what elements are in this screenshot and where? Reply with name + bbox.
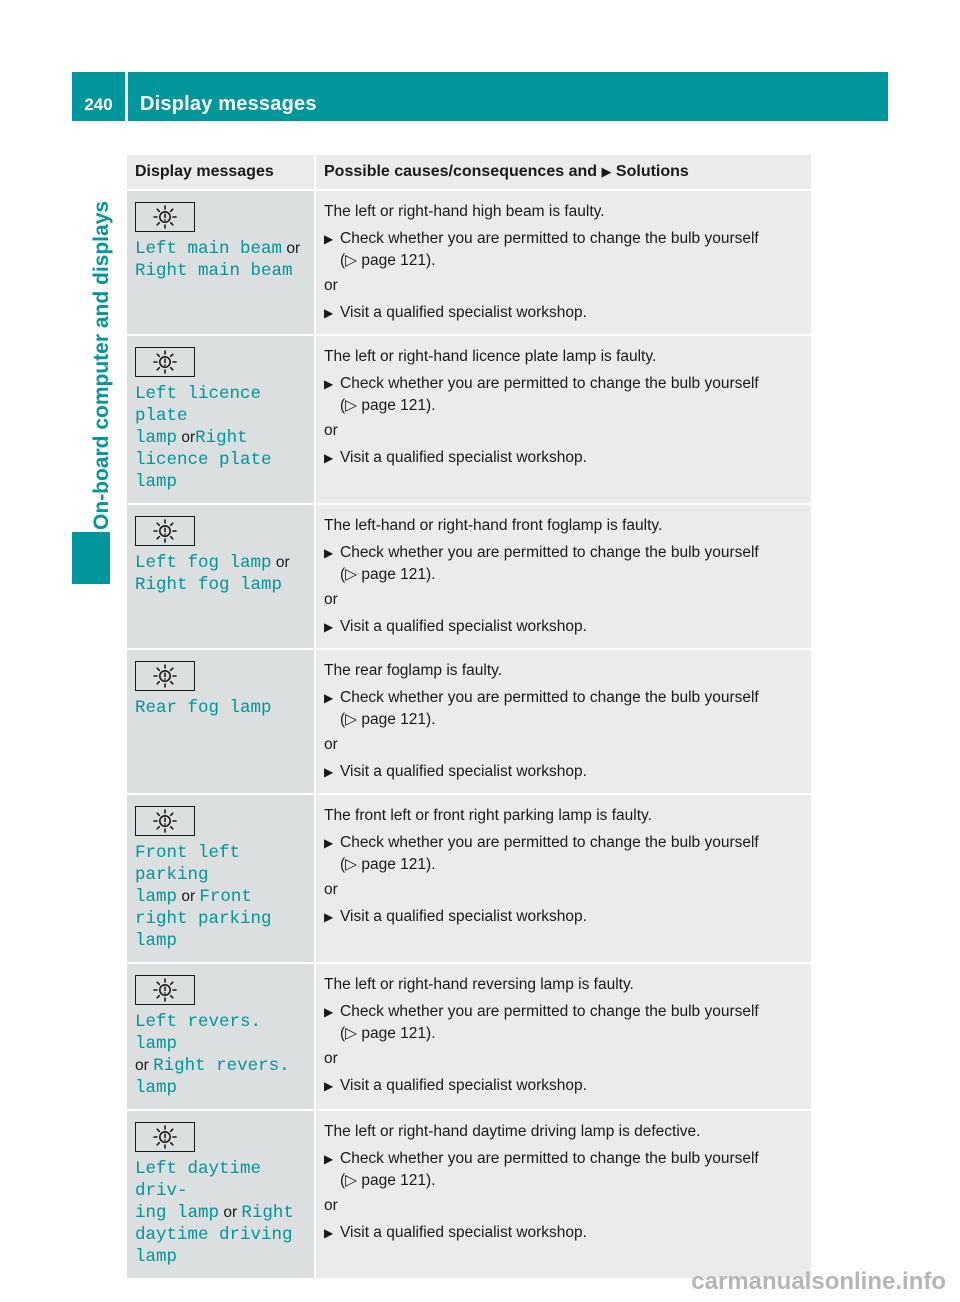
message-line-1 [135,1158,306,1202]
joiner-text: or [219,1204,242,1221]
or-text: or [324,881,338,898]
message-text: daytime driving [135,1225,293,1245]
step2-text: Visit a qualified specialist workshop. [340,1077,587,1094]
message-text: lamp [135,428,178,448]
step1-text: Check whether you are permitted to change the bulb yourself [340,375,759,392]
arrow-right-icon: ▶ [324,691,334,705]
table-row [127,649,811,794]
message-line-2 [135,1202,306,1224]
step-check-bulb [324,1001,803,1045]
message-text: lamp [135,1247,178,1267]
message-text: Right revers. [153,1056,290,1076]
message-line-2 [135,260,306,282]
or-text: or [324,1197,338,1214]
step-visit-workshop [324,616,803,638]
step2-text: Visit a qualified specialist workshop. [340,763,587,780]
cause-text: The rear foglamp is faulty. [324,662,503,679]
arrow-right-icon: ▶ [324,620,334,634]
message-line-1 [135,697,306,719]
step-check-bulb [324,542,803,586]
page-ref: (▷ page 121). [340,856,436,873]
arrow-right-icon: ▶ [324,836,334,850]
step-text [340,228,759,272]
step2-text: Visit a qualified specialist workshop. [340,908,587,925]
solution-cell [315,963,811,1110]
section-side-label: On-board computer and displays [90,200,113,530]
message-text: licence plate lamp [135,450,272,492]
message-text: Right [241,1203,294,1223]
step-visit-workshop [324,906,803,928]
display-message-cell [127,504,315,649]
message-text: ing lamp [135,1203,220,1223]
cause-text: The left-hand or right-hand front foglamp is faulty. [324,517,663,534]
table-row [127,794,811,963]
message-text: Left daytime driv- [135,1159,262,1201]
message-line-3 [135,1077,306,1099]
joiner-text: or [282,240,301,257]
header-divider [125,72,128,121]
message-line-1 [135,552,306,574]
step-check-bulb [324,373,803,417]
or-text: or [324,277,338,294]
arrow-right-icon: ▶ [324,546,334,560]
cause-text: The left or right-hand daytime driving lamp is defective. [324,1123,701,1140]
step-check-bulb [324,228,803,272]
message-line-3 [135,908,306,952]
step-visit-workshop [324,447,803,469]
display-message-cell [127,963,315,1110]
step-visit-workshop [324,761,803,783]
step-text [340,373,759,417]
message-line-2 [135,1055,306,1077]
table-row [127,504,811,649]
bulb-warning-icon [135,516,195,546]
page-ref: (▷ page 121). [340,1025,436,1042]
table-row [127,1110,811,1279]
solution-cell [315,1110,811,1279]
message-line-1 [135,1011,306,1055]
solution-cell [315,190,811,335]
arrow-right-icon: ▶ [324,451,334,465]
table-header-row [127,155,811,190]
watermark: carmanualsonline.info [691,1268,946,1295]
bulb-warning-icon [135,347,195,377]
message-text: Front [199,887,252,907]
arrow-right-icon: ▶ [324,765,334,779]
message-text: Left licence plate [135,384,262,426]
message-text: Rear fog lamp [135,698,272,718]
arrow-right-icon: ▶ [324,377,334,391]
message-line-2 [135,886,306,908]
cause-text: The left or right-hand licence plate lamp is faulty. [324,348,657,365]
arrow-right-icon: ▶ [324,1079,334,1093]
step-text [340,542,759,586]
table-row [127,190,811,335]
display-message-cell [127,190,315,335]
section-side-marker [72,532,110,584]
step-check-bulb [324,1148,803,1192]
message-line-3 [135,1224,306,1246]
solution-cell [315,504,811,649]
arrow-right-icon: ▶ [324,232,334,246]
step-visit-workshop [324,1222,803,1244]
table-row [127,335,811,504]
message-line-4 [135,1246,306,1268]
col-header-causes-text: Possible causes/consequences and [324,163,598,180]
or-text: or [324,736,338,753]
display-message-cell [127,794,315,963]
cause-text: The left or right-hand reversing lamp is faulty. [324,976,634,993]
joiner-text: or [177,429,196,446]
page-ref: (▷ page 121). [340,252,436,269]
step1-text: Check whether you are permitted to change the bulb yourself [340,230,759,247]
message-line-2 [135,427,306,449]
step-check-bulb [324,832,803,876]
bulb-warning-icon [135,975,195,1005]
step-text [340,832,759,876]
bulb-warning-icon [135,806,195,836]
message-text: Right main beam [135,261,293,281]
message-text: Left main beam [135,239,283,259]
step2-text: Visit a qualified specialist workshop. [340,1224,587,1241]
step-check-bulb [324,687,803,731]
arrow-right-icon: ▶ [601,164,612,179]
page-ref: (▷ page 121). [340,711,436,728]
step-visit-workshop [324,302,803,324]
message-line-1 [135,383,306,427]
col-header-causes [315,155,811,190]
step1-text: Check whether you are permitted to change the bulb yourself [340,544,759,561]
display-messages-table [127,155,811,1280]
message-line-3 [135,449,306,493]
page-ref: (▷ page 121). [340,397,436,414]
step1-text: Check whether you are permitted to change the bulb yourself [340,689,759,706]
or-text: or [324,591,338,608]
step2-text: Visit a qualified specialist workshop. [340,449,587,466]
message-text: lamp [135,1078,178,1098]
table-row [127,963,811,1110]
solution-cell [315,649,811,794]
page-title: Display messages [140,93,317,115]
col-header-solutions-text: Solutions [615,163,689,180]
arrow-right-icon: ▶ [324,1005,334,1019]
col-header-display-messages: Display messages [127,155,315,190]
display-message-cell [127,335,315,504]
solution-cell [315,335,811,504]
step-text [340,1001,759,1045]
message-text: Left fog lamp [135,553,272,573]
step-text [340,1148,759,1192]
message-line-1 [135,238,306,260]
message-text: lamp [135,887,178,907]
solution-cell [315,794,811,963]
arrow-right-icon: ▶ [324,306,334,320]
step1-text: Check whether you are permitted to change the bulb yourself [340,1150,759,1167]
bulb-warning-icon [135,1122,195,1152]
arrow-right-icon: ▶ [324,1226,334,1240]
step1-text: Check whether you are permitted to change the bulb yourself [340,834,759,851]
joiner-text: or [271,554,290,571]
page-ref: (▷ page 121). [340,1172,436,1189]
arrow-right-icon: ▶ [324,910,334,924]
arrow-right-icon: ▶ [324,1152,334,1166]
or-text: or [324,422,338,439]
joiner-text: or [135,1057,154,1074]
message-text: right parking lamp [135,909,272,951]
bulb-warning-icon [135,202,195,232]
page-ref: (▷ page 121). [340,566,436,583]
display-message-cell [127,649,315,794]
message-text: Left revers. lamp [135,1012,262,1054]
step-text [340,687,759,731]
page-number: 240 [84,95,113,114]
step2-text: Visit a qualified specialist workshop. [340,618,587,635]
message-text: Right [195,428,248,448]
message-text: Front left parking [135,843,241,885]
step-visit-workshop [324,1075,803,1097]
bulb-warning-icon [135,661,195,691]
message-text: Right fog lamp [135,575,283,595]
step1-text: Check whether you are permitted to change the bulb yourself [340,1003,759,1020]
message-line-1 [135,842,306,886]
cause-text: The front left or front right parking lamp is faulty. [324,807,652,824]
step2-text: Visit a qualified specialist workshop. [340,304,587,321]
or-text: or [324,1050,338,1067]
cause-text: The left or right-hand high beam is faulty. [324,203,605,220]
display-message-cell [127,1110,315,1279]
joiner-text: or [177,888,200,905]
message-line-2 [135,574,306,596]
